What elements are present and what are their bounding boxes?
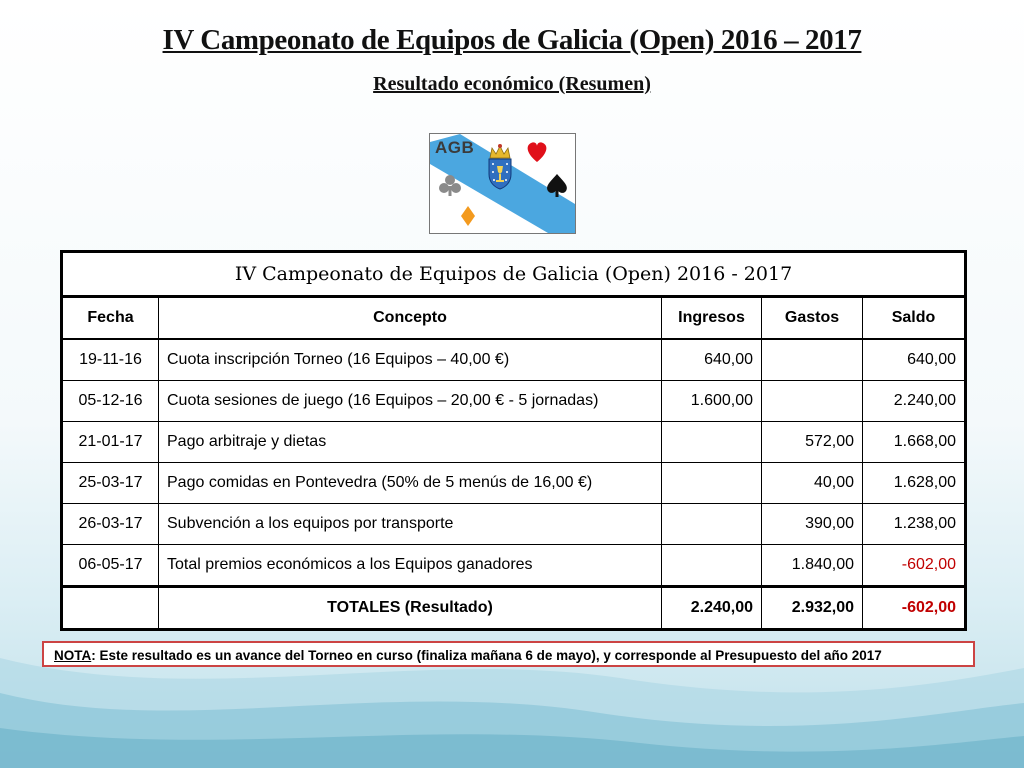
totals-label: TOTALES (Resultado) xyxy=(159,587,662,630)
column-header-saldo: Saldo xyxy=(863,297,966,340)
cell-saldo: -602,00 xyxy=(863,545,966,587)
totals-ingresos: 2.240,00 xyxy=(662,587,762,630)
cell-concepto: Cuota sesiones de juego (16 Equipos – 20,00 € - 5 jornadas) xyxy=(159,381,662,422)
coat-of-arms-icon xyxy=(489,159,511,189)
cell-ingresos xyxy=(662,545,762,587)
cell-gastos: 390,00 xyxy=(762,504,863,545)
cell-ingresos xyxy=(662,422,762,463)
note-text: : Este resultado es un avance del Torneo en curso (finaliza mañana 6 de mayo), y corresponde al Presupuesto del año 2017 xyxy=(91,648,882,663)
heart-icon xyxy=(528,142,547,162)
cell-saldo: 640,00 xyxy=(863,339,966,381)
cell-gastos: 572,00 xyxy=(762,422,863,463)
cell-fecha: 25-03-17 xyxy=(62,463,159,504)
cell-fecha: 21-01-17 xyxy=(62,422,159,463)
cell-fecha: 26-03-17 xyxy=(62,504,159,545)
cell-ingresos: 1.600,00 xyxy=(662,381,762,422)
table-row xyxy=(62,463,966,504)
cell-concepto: Total premios económicos a los Equipos ganadores xyxy=(159,545,662,587)
totals-gastos: 2.932,00 xyxy=(762,587,863,630)
totals-row xyxy=(62,587,966,630)
column-header-gastos: Gastos xyxy=(762,297,863,340)
cell-fecha: 05-12-16 xyxy=(62,381,159,422)
table-row xyxy=(62,339,966,381)
page-subtitle: Resultado económico (Resumen) xyxy=(373,73,651,95)
results-table xyxy=(60,250,967,631)
cell-concepto: Pago arbitraje y dietas xyxy=(159,422,662,463)
cell-fecha: 06-05-17 xyxy=(62,545,159,587)
table-row xyxy=(62,381,966,422)
table-row xyxy=(62,422,966,463)
cell-ingresos xyxy=(662,504,762,545)
page-title: IV Campeonato de Equipos de Galicia (Open) 2016 – 2017 xyxy=(162,24,862,56)
cell-saldo: 2.240,00 xyxy=(863,381,966,422)
note-box xyxy=(42,641,975,667)
cell-concepto: Cuota inscripción Torneo (16 Equipos – 40,00 €) xyxy=(159,339,662,381)
note-label: NOTA xyxy=(54,648,92,663)
cell-saldo: 1.628,00 xyxy=(863,463,966,504)
table-caption: IV Campeonato de Equipos de Galicia (Open) 2016 - 2017 xyxy=(62,252,966,297)
column-header-ingresos: Ingresos xyxy=(662,297,762,340)
cell-saldo: 1.238,00 xyxy=(863,504,966,545)
table-row xyxy=(62,504,966,545)
cell-ingresos xyxy=(662,463,762,504)
cell-saldo: 1.668,00 xyxy=(863,422,966,463)
cell-gastos xyxy=(762,381,863,422)
cell-concepto: Subvención a los equipos por transporte xyxy=(159,504,662,545)
diamond-icon xyxy=(461,206,475,226)
column-header-fecha: Fecha xyxy=(62,297,159,340)
logo-text: AGB xyxy=(435,138,475,157)
cell-totals-empty xyxy=(62,587,159,630)
cell-gastos: 40,00 xyxy=(762,463,863,504)
totals-saldo: -602,00 xyxy=(863,587,966,630)
cell-gastos: 1.840,00 xyxy=(762,545,863,587)
crown-icon xyxy=(490,144,510,158)
agb-logo xyxy=(429,133,576,234)
cell-gastos xyxy=(762,339,863,381)
results-table-container xyxy=(60,250,964,631)
cell-ingresos: 640,00 xyxy=(662,339,762,381)
table-row xyxy=(62,545,966,587)
cell-concepto: Pago comidas en Pontevedra (50% de 5 menús de 16,00 €) xyxy=(159,463,662,504)
cell-fecha: 19-11-16 xyxy=(62,339,159,381)
column-header-concepto: Concepto xyxy=(159,297,662,340)
